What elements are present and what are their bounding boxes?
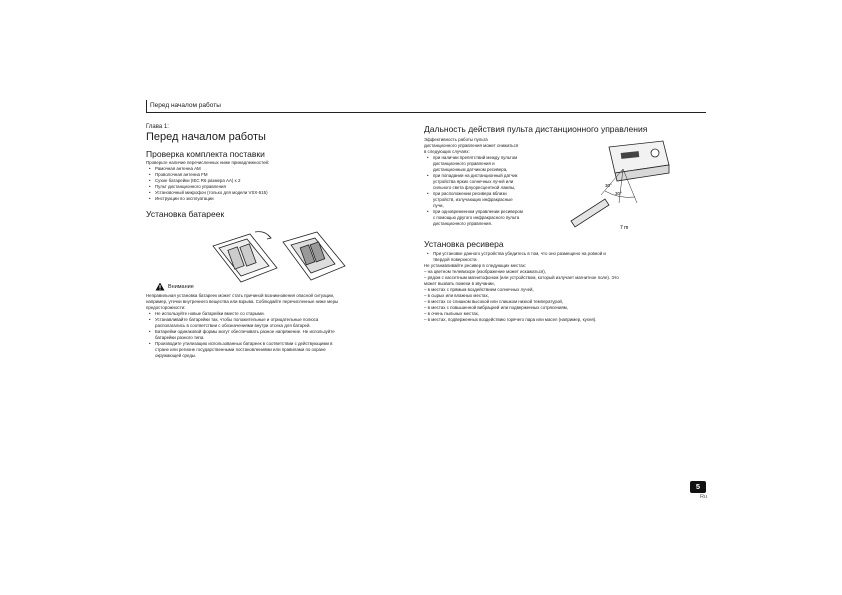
range-item: • при расположении ресивера вблизи устройств, излучающих инфракрасные лучи,	[424, 191, 523, 209]
range-item: • при наличии препятствий между пультом дистанционного управления и дистанционным датчиком ресивера,	[424, 155, 523, 173]
remote-open-illustration	[213, 232, 277, 282]
caution-item: • Батарейки одинаковой формы могут обеспечивать разное напряжение. Не используйте батарейки разного типа.	[146, 329, 338, 341]
batteries-heading: Установка батареек	[146, 209, 225, 219]
avoid-line: – в местах со слишком высокой или слишком низкой температурой,	[424, 299, 564, 304]
range-section	[424, 137, 523, 227]
package-heading: Проверка комплекта поставки	[146, 149, 265, 159]
package-item: • Инструкции по эксплуатации	[146, 196, 269, 202]
header-rule	[146, 112, 706, 113]
range-intro-line: Эффективность работы пульта	[424, 137, 488, 142]
package-item: • Сухие батарейки (IEC R6 размера AA) x 2	[146, 178, 269, 184]
package-item: • Установочный микрофон (только для модели VSX-515)	[146, 190, 269, 196]
range-list	[424, 155, 523, 227]
avoid-line: – в местах, подверженных воздействию горячего пара или масел (например, кухня).	[424, 317, 597, 322]
caution-line: например, утечки внутреннего вещества или взрыва. Соблюдайте перечисленные ниже меры	[146, 299, 339, 304]
avoid-line: – рядом с кассетным магнитофоном (или устройством, который излучает магнитное поле). Это	[424, 275, 619, 280]
remote-range-diagram	[565, 137, 675, 237]
receiver-section	[424, 251, 619, 323]
avoid-line: – на цветном телевизоре (изображение может искажаться),	[424, 269, 546, 274]
avoid-line: – в местах с повышенной вибрацией или подверженных сотрясениям,	[424, 305, 569, 310]
battery-illustration	[205, 228, 375, 288]
range-item: • при одновременном управлении ресивером с помощью другого инфракрасного пульта дистанционного управления.	[424, 209, 523, 227]
package-item: • Пульт дистанционного управления	[146, 184, 269, 190]
range-intro-line: в следующих случаях:	[424, 149, 470, 154]
chapter-title: Перед началом работы	[146, 131, 266, 143]
avoid-line: – в очень пыльных местах,	[424, 311, 480, 316]
caution-item: • Производите утилизацию использованных батареек в соответствии с действующими в стране или регионе государственными постановлениями или правилами по охране окружающей среды.	[146, 341, 338, 359]
package-item: • Проволочная антенна FM	[146, 172, 269, 178]
package-intro: Проверьте наличие перечисленных ниже принадлежностей:	[146, 160, 270, 165]
caution-line: Неправильная установка батареек может стать причиной возникновения опасной ситуации,	[146, 293, 335, 298]
range-heading: Дальность действия пульта дистанционного управления	[424, 124, 648, 134]
page-number-badge: 5	[690, 481, 706, 493]
caution-item: • Устанавливайте батарейки так, чтобы положительные и отрицательные полюса располагались в соответствии с обозначениями внутри отсека для батарей.	[146, 317, 338, 329]
caution-label: Внимание	[168, 284, 194, 290]
range-intro-line: дистанционного управления может снижаться	[424, 143, 519, 148]
chapter-label: Глава 1:	[146, 124, 169, 130]
avoid-line: – в сырых или влажных местах,	[424, 293, 489, 298]
receiver-list	[424, 251, 619, 263]
package-item: • Рамочная антенна AM	[146, 166, 269, 172]
avoid-intro: Не устанавливайте ресивер в следующих местах:	[424, 263, 527, 268]
caution-item: • Не используйте новые батарейки вместе со старыми.	[146, 311, 338, 317]
section-tab: Перед началом работы	[146, 100, 221, 112]
page-language: Ru	[700, 494, 708, 500]
distance-label: 7 m	[620, 225, 629, 231]
caution-section	[146, 293, 338, 359]
warning-icon	[155, 282, 165, 291]
angle-lower-label: 30°	[615, 191, 622, 196]
package-section	[146, 160, 269, 202]
receiver-heading: Установка ресивера	[424, 239, 504, 249]
avoid-list	[424, 269, 619, 323]
remote-closed-illustration	[283, 232, 345, 280]
avoid-line: может вызвать помехи в звучании,	[424, 281, 495, 286]
avoid-line: – в местах с прямым воздействием солнечных лучей,	[424, 287, 534, 292]
angle-upper-label: 30°	[605, 183, 612, 188]
caution-list	[146, 311, 338, 359]
remote-illustration	[571, 199, 609, 227]
caution-line: предосторожности:	[146, 305, 186, 310]
receiver-item: • При установке данного устройства убедитесь в том, что оно размещено на ровной и твердой поверхности.	[424, 251, 619, 263]
range-item: • при попадании на дистанционный датчик устройства ярких солнечных лучей или сильного света флуоресцентной лампы,	[424, 173, 523, 191]
package-list	[146, 166, 269, 202]
